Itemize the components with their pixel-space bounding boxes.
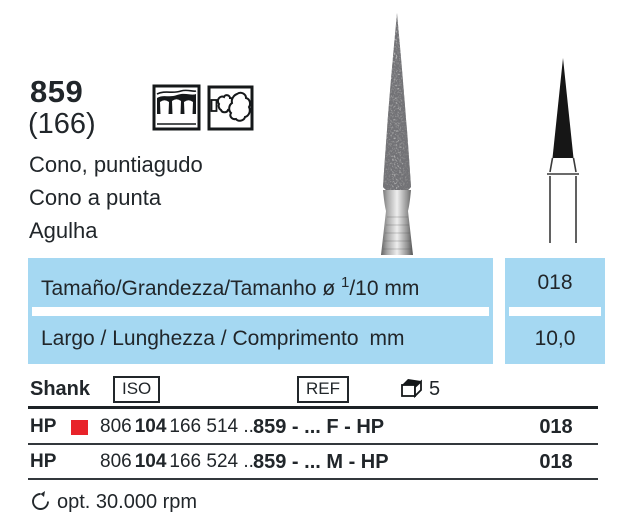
anterior-teeth-icon xyxy=(152,84,201,131)
pack-quantity: 5 xyxy=(429,378,441,400)
divider-rule xyxy=(28,406,598,409)
ref-code: 859 - ... F - HP xyxy=(253,416,385,438)
rpm-note: opt. 30.000 rpm xyxy=(57,491,198,513)
bur-photo xyxy=(347,5,447,255)
fraction-numerator: 1 xyxy=(341,274,350,291)
tooth-shapes-icon xyxy=(207,85,254,131)
spec-table-labels xyxy=(28,258,493,364)
shank-type: HP xyxy=(30,451,57,472)
iso-number: 806 104 166 524 ... xyxy=(100,451,260,472)
bur-outline-drawing xyxy=(527,0,597,250)
grit-marker-red-square xyxy=(71,420,88,435)
order-row-m xyxy=(0,445,627,478)
package-icon xyxy=(398,377,425,400)
spec-length-value: 10,0 xyxy=(534,327,576,350)
product-names xyxy=(29,148,203,247)
spec-length-label: Largo / Lunghezza / Comprimento mm xyxy=(41,327,405,350)
iso-badge: ISO xyxy=(113,376,160,403)
shank-header: Shank xyxy=(30,378,91,400)
rotation-arrow-icon xyxy=(29,490,52,513)
product-name-es: Cono, puntiagudo xyxy=(29,152,203,177)
order-row-f xyxy=(0,410,627,443)
product-alt-number: (166) xyxy=(28,108,96,140)
spec-table-divider xyxy=(32,307,489,316)
spec-size-label: Tamaño/Grandezza/Tamanho ø $^1$/10 mm xyxy=(41,274,420,300)
size-value: 018 xyxy=(539,451,573,473)
divider-rule xyxy=(28,478,598,480)
shank-type: HP xyxy=(30,416,57,437)
iso-number: 806 104 166 514 ... xyxy=(100,416,260,437)
product-name-it: Cono a punta xyxy=(29,185,162,210)
ref-code: 859 - ... M - HP xyxy=(253,451,389,473)
product-number: 859 xyxy=(30,74,84,109)
product-name-pt: Agulha xyxy=(29,218,98,243)
spec-size-value: 018 xyxy=(537,271,573,294)
spec-table-values xyxy=(505,258,605,364)
size-value: 018 xyxy=(539,416,573,438)
rpm-note-row xyxy=(0,487,627,517)
order-table-header xyxy=(0,376,627,406)
ref-badge: REF xyxy=(297,376,349,403)
spec-table-divider xyxy=(509,307,601,316)
